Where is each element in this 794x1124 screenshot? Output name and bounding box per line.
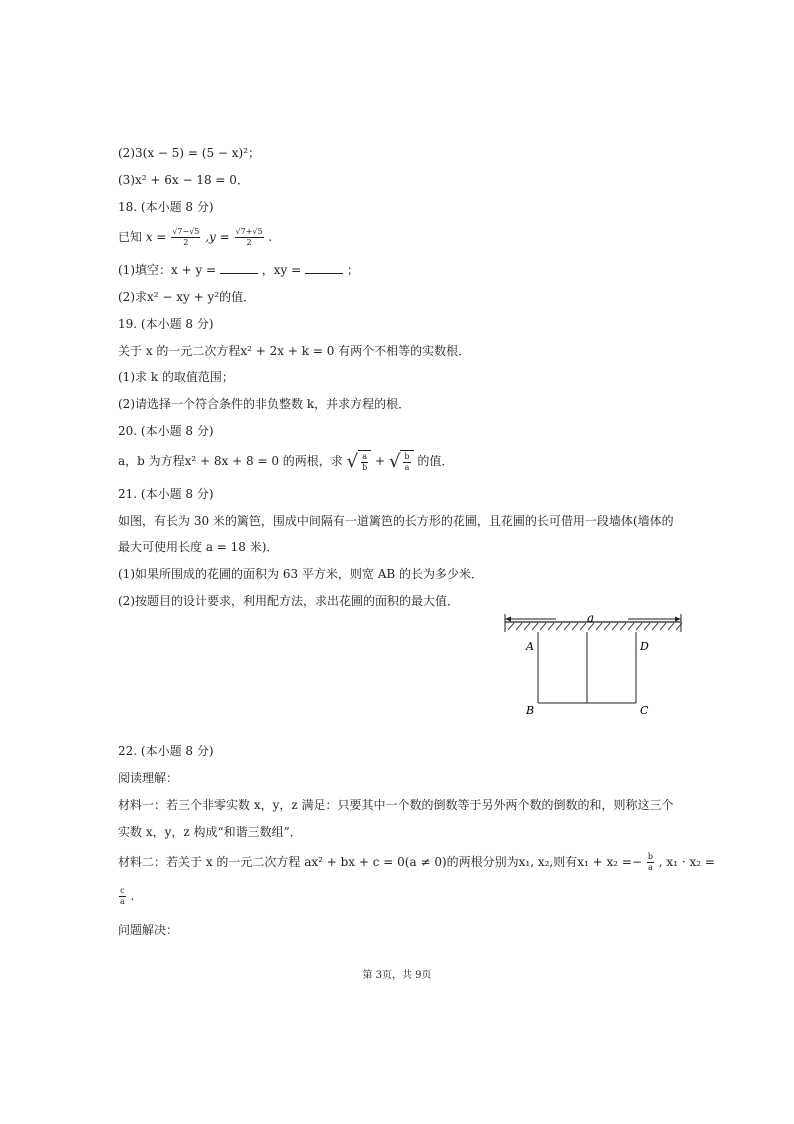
q18-x-fraction: [171, 227, 200, 248]
garden-rect: [538, 632, 636, 703]
hatch-mark: [548, 623, 554, 630]
hatch-mark: [636, 623, 642, 630]
hatch-mark: [604, 623, 610, 630]
q18-part1-b: ，xy =: [261, 263, 302, 277]
q22-f1-denominator: a: [648, 863, 653, 872]
q19-text: 关于 x 的一元二次方程x² + 2x + k = 0 有两个不相等的实数根．: [118, 344, 471, 358]
wall-hatching: [508, 623, 682, 630]
hatch-mark: [556, 623, 562, 630]
q20-text-a: a，b 为方程x² + 8x + 8 = 0 的两根，求: [118, 454, 343, 468]
q18-given-prefix: 已知: [118, 230, 143, 244]
q22-f2-numerator: c: [120, 886, 125, 895]
garden-figure: [500, 606, 690, 722]
q17-part2: (2)3(x − 5) = (5 − x)²；: [118, 146, 261, 160]
q20-f1-numerator: a: [362, 452, 368, 461]
q20-end: 的值．: [417, 454, 454, 468]
q18-x-numerator: √7−√5: [172, 227, 200, 236]
hatch-mark: [612, 623, 618, 630]
label-a: a: [587, 611, 595, 625]
q18-x-var: x =: [145, 230, 167, 244]
q20-radical-2: [389, 450, 414, 473]
q18-heading: 18. (本小题 8 分): [118, 200, 214, 214]
q18-given: [118, 226, 272, 248]
q17-part3: (3)x² + 6x − 18 = 0．: [118, 173, 249, 187]
q22-material2-mid: , x₁ · x₂ =: [658, 855, 715, 869]
q20-radical-1: [347, 450, 372, 473]
q18-y-var: ,y =: [205, 230, 230, 244]
q18-x-denominator: 2: [183, 238, 189, 247]
label-A: A: [526, 640, 534, 653]
q21-heading: 21. (本小题 8 分): [118, 487, 214, 501]
q18-y-numerator: √7+√5: [235, 227, 263, 236]
q20-f2-denominator: a: [404, 463, 410, 472]
hatch-mark: [524, 623, 530, 630]
q22-material2: [118, 852, 715, 873]
q19-part2: (2)请选择一个符合条件的非负整数 k，并求方程的根．: [118, 397, 411, 411]
page-footer: 第 3页，共 9页: [362, 970, 432, 981]
q20-heading: 20. (本小题 8 分): [118, 424, 214, 438]
hatch-mark: [564, 623, 570, 630]
q20-f2-numerator: b: [404, 452, 410, 461]
answer-blank-2: [305, 263, 343, 274]
q20-fraction-1: [361, 452, 368, 473]
label-C: C: [640, 704, 649, 717]
q22-material2-cont: [118, 886, 134, 907]
hatch-mark: [596, 623, 602, 630]
q22-material1-b: 实数 x，y，z 构成“和谐三数组”．: [118, 825, 302, 839]
hatch-mark: [668, 623, 674, 630]
q18-part2: (2)求x² − xy + y²的值．: [118, 290, 256, 304]
q18-part1: [118, 262, 359, 278]
q19-part1: (1)求 k 的取值范围；: [118, 370, 234, 384]
q22-material2-a: 材料二：若关于 x 的一元二次方程 ax² + bx + c = 0(a ≠ 0)的两根分别为x₁, x₂,则有x₁ + x₂ =−: [118, 855, 643, 869]
hatch-mark: [532, 623, 538, 630]
q18-part1-c: ；: [346, 263, 359, 277]
hatch-mark: [660, 623, 666, 630]
q22-f1-numerator: b: [647, 852, 653, 861]
hatch-mark: [644, 623, 650, 630]
q19-heading: 19. (本小题 8 分): [118, 317, 214, 331]
q22-heading: 22. (本小题 8 分): [118, 744, 214, 758]
q22-material1-a: 材料一：若三个非零实数 x，y，z 满足：只要其中一个数的倒数等于另外两个数的倒数的和，则称这三个: [118, 798, 674, 812]
label-B: B: [526, 704, 535, 717]
hatch-mark: [516, 623, 522, 630]
q20-plus: +: [375, 454, 386, 468]
q18-given-end: .: [268, 230, 273, 244]
q21-part1: (1)如果所围成的花圃的面积为 63 平方米，则宽 AB 的长为多少米．: [118, 567, 484, 581]
q22-reading: 阅读理解：: [118, 771, 179, 785]
q18-y-fraction: [235, 227, 264, 248]
hatch-mark: [580, 623, 586, 630]
hatch-mark: [540, 623, 546, 630]
q22-fraction-b-over-a: [647, 852, 654, 873]
answer-blank-1: [220, 263, 258, 274]
garden-diagram: [500, 606, 690, 718]
q22-f2-denominator: a: [120, 897, 125, 906]
q18-part1-a: (1)填空：x + y =: [118, 263, 217, 277]
hatch-mark: [508, 623, 514, 630]
label-D: D: [640, 640, 649, 653]
q22-fraction-c-over-a: [119, 886, 126, 907]
q20-text: [118, 450, 453, 473]
q21-paragraph-1: 如图，有长为 30 米的篱笆，围成中间隔有一道篱笆的长方形的花圃，且花圃的长可借用一段墙体(墙体的: [118, 514, 674, 528]
q22-problem-solving: 问题解决：: [118, 923, 179, 937]
hatch-mark: [620, 623, 626, 630]
sqrt-symbol: √: [388, 450, 401, 472]
sqrt-symbol: √: [346, 450, 359, 472]
q22-material2-end: .: [130, 889, 135, 903]
q20-f1-denominator: b: [362, 463, 368, 472]
hatch-mark: [652, 623, 658, 630]
q21-paragraph-2: 最大可使用长度 a = 18 米)．: [118, 540, 279, 554]
q21-part2: (2)按题目的设计要求，利用配方法，求出花圃的面积的最大值．: [118, 594, 460, 608]
q20-fraction-2: [403, 452, 410, 473]
hatch-mark: [628, 623, 634, 630]
hatch-mark: [572, 623, 578, 630]
q18-y-denominator: 2: [246, 238, 252, 247]
